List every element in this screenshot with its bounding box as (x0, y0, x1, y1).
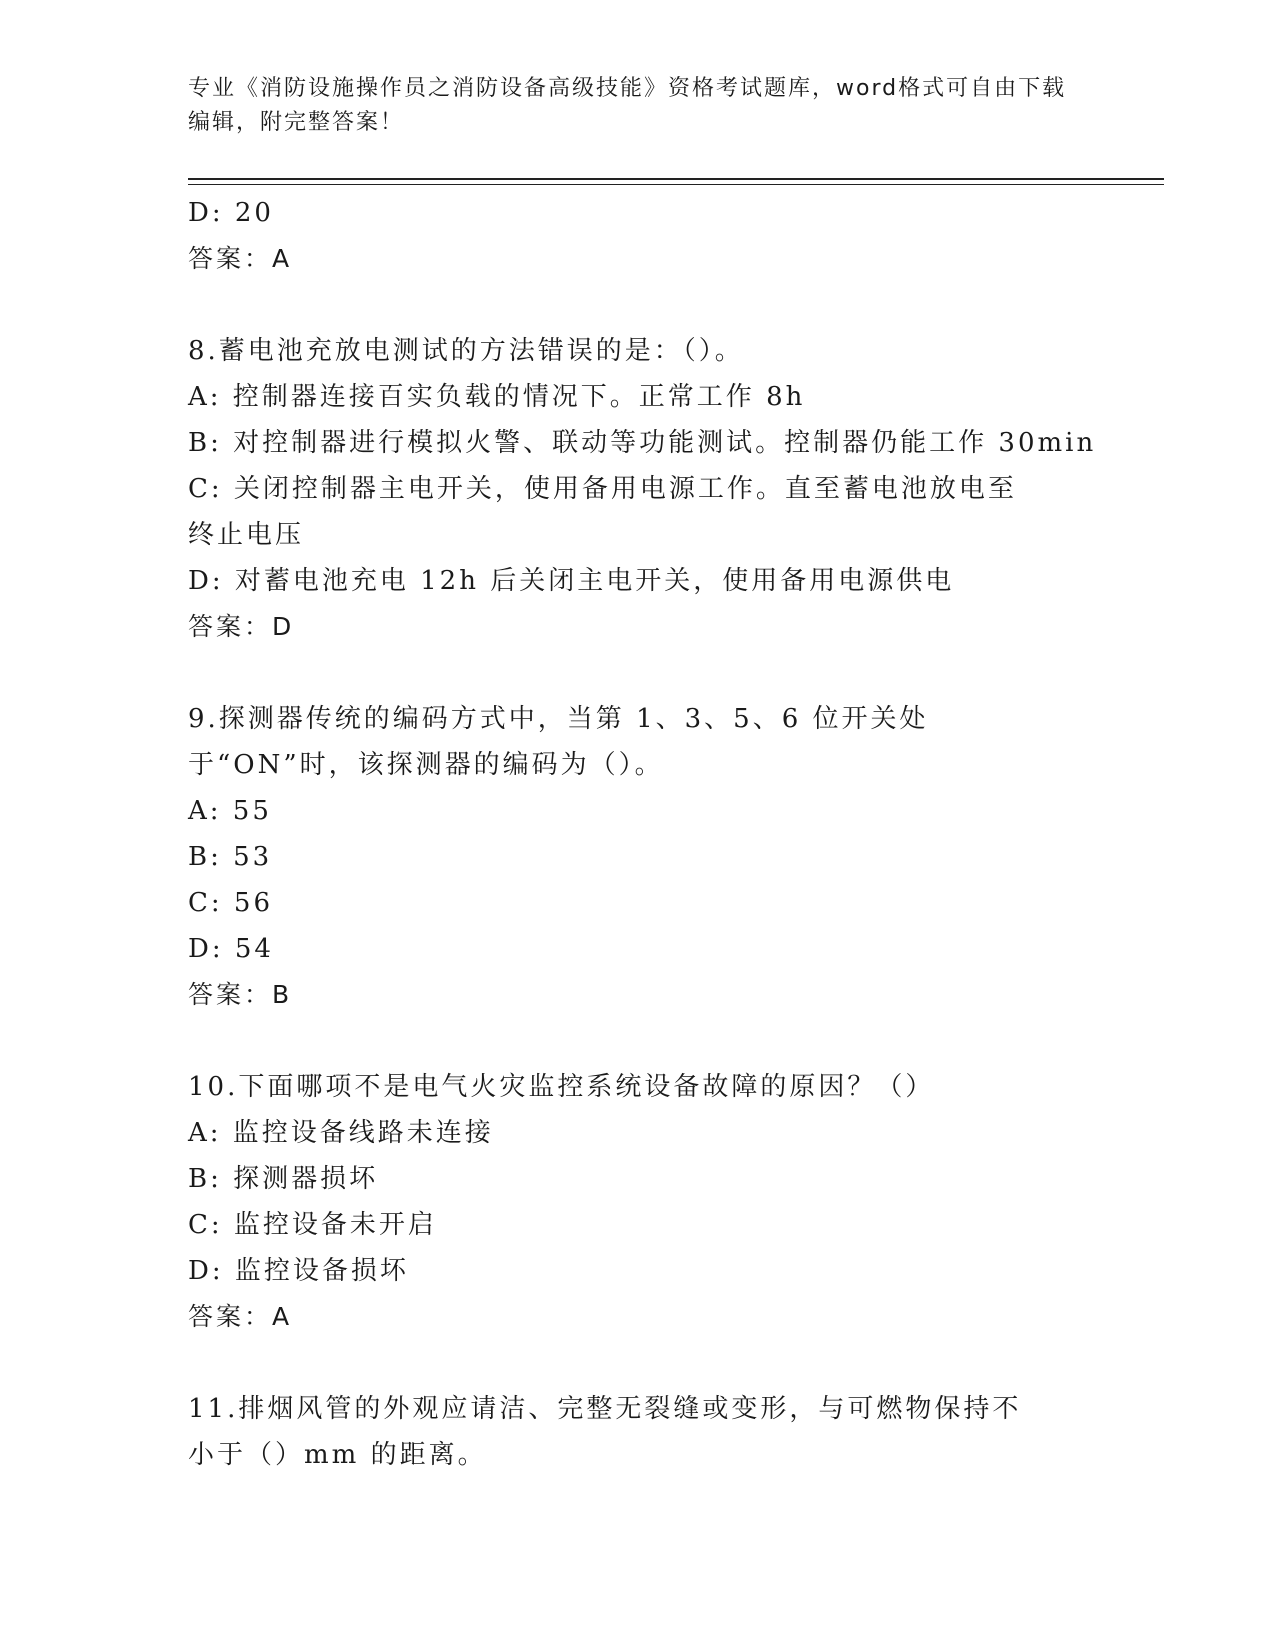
question-stem: 8.蓄电池充放电测试的方法错误的是：（）。 (188, 336, 744, 366)
question-stem: 11.排烟风管的外观应请洁、完整无裂缝或变形，与可燃物保持不小于（）mm 的距离。 (188, 1394, 1022, 1470)
answer: 答案：A (188, 244, 293, 273)
option-d: D: 监控设备损坏 (188, 1256, 409, 1286)
answer: 答案：D (188, 612, 295, 641)
question-11 (188, 1386, 1088, 1478)
question-10 (188, 1064, 1088, 1340)
option-d: D: 20 (188, 198, 274, 228)
document-header: 专业《消防设施操作员之消防设备高级技能》资格考试题库，word格式可自由下载编辑，附完整答案！ (188, 76, 1067, 135)
header-rule-thick (188, 178, 1164, 180)
option-b: B: 探测器损坏 (188, 1164, 379, 1194)
header-rule-thin (188, 184, 1164, 185)
option-a: A: 控制器连接百实负载的情况下。正常工作 8h (188, 382, 806, 412)
answer: 答案：A (188, 1302, 293, 1331)
question-stem: 9.探测器传统的编码方式中，当第 1、3、5、6 位开关处于“ON”时，该探测器的编码为（）。 (188, 704, 929, 780)
question-stem: 10.下面哪项不是电气火灾监控系统设备故障的原因？（） (188, 1072, 935, 1102)
option-a: A: 55 (188, 796, 272, 826)
option-b: B: 53 (188, 842, 273, 872)
option-c: C: 监控设备未开启 (188, 1210, 437, 1240)
option-d: D: 对蓄电池充电 12h 后关闭主电开关，使用备用电源供电 (188, 566, 955, 596)
question-9 (188, 696, 1088, 1018)
option-b: B: 对控制器进行模拟火警、联动等功能测试。控制器仍能工作 30min (188, 428, 1097, 458)
question-8 (188, 328, 1097, 650)
question-content (188, 190, 1097, 1478)
option-d: D: 54 (188, 934, 274, 964)
option-a: A: 监控设备线路未连接 (188, 1118, 494, 1148)
option-c: C: 56 (188, 888, 274, 918)
option-c: C: 关闭控制器主电开关，使用备用电源工作。直至蓄电池放电至终止电压 (188, 474, 1017, 550)
answer: 答案：B (188, 980, 293, 1009)
